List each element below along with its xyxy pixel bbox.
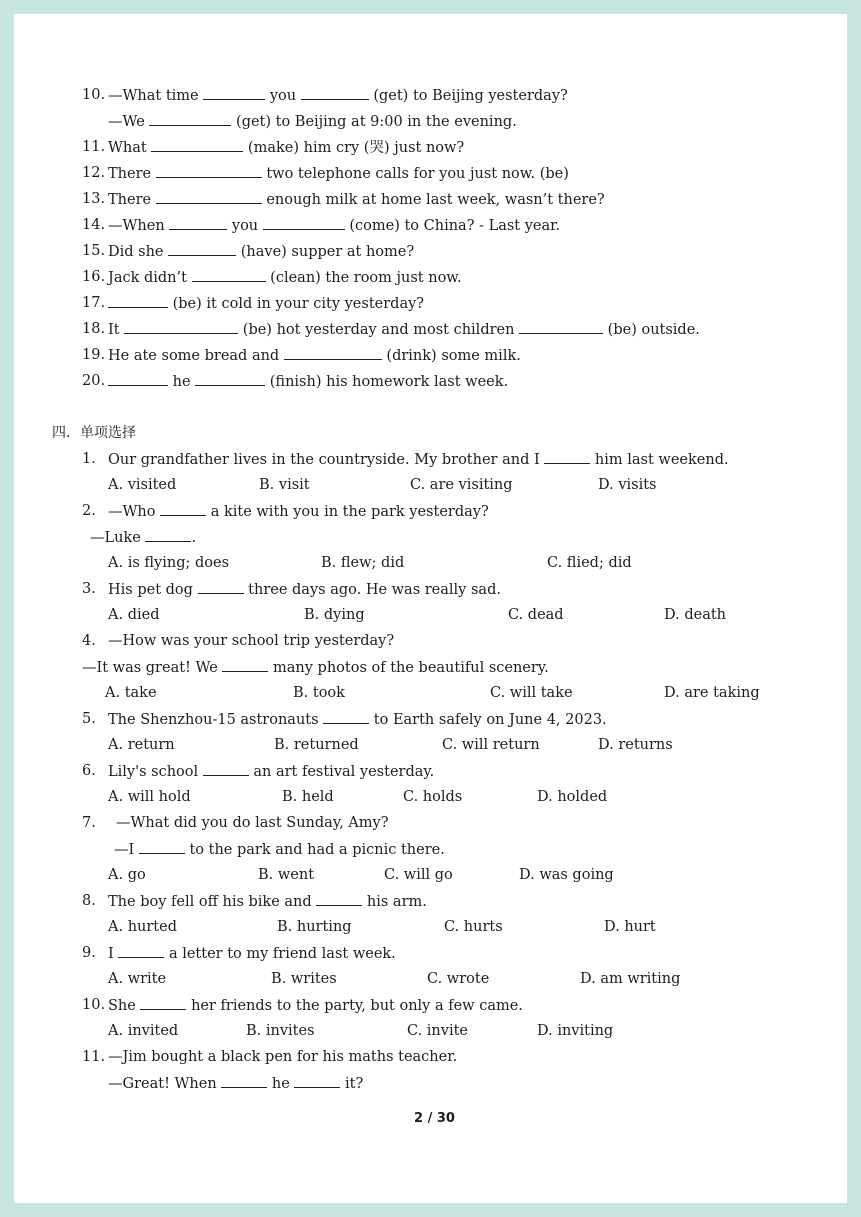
answer-option[interactable]: A. will hold — [108, 789, 191, 805]
answer-option[interactable]: A. invited — [108, 1023, 179, 1039]
text-segment: —Who — [108, 504, 161, 520]
answer-option[interactable]: A. go — [108, 867, 146, 883]
text-segment: to the park and had a picnic there. — [184, 842, 445, 858]
question-number: 18. — [82, 321, 106, 337]
question-number: 3. — [82, 581, 96, 597]
question-number: 20. — [82, 373, 106, 389]
answer-option[interactable]: D. inviting — [537, 1023, 614, 1039]
answer-option[interactable]: C. will return — [442, 737, 540, 753]
worksheet-page — [14, 14, 847, 1203]
answer-dialogue-line — [90, 528, 196, 547]
text-segment: It — [108, 322, 125, 338]
answer-blank[interactable] — [301, 86, 369, 100]
text-segment: (be) hot yesterday and most children — [238, 322, 520, 338]
answer-option[interactable]: A. died — [108, 607, 160, 623]
text-segment: I — [108, 946, 119, 962]
text-segment: you — [227, 218, 263, 234]
question-number: 2. — [82, 503, 96, 519]
fill-in-question — [108, 346, 521, 365]
question-stem — [108, 632, 394, 650]
answer-option[interactable]: C. dead — [508, 607, 564, 623]
answer-blank[interactable] — [221, 1074, 267, 1088]
fill-in-question-continued — [108, 112, 517, 131]
answer-option[interactable]: D. are taking — [664, 685, 760, 701]
answer-option[interactable]: C. are visiting — [410, 477, 513, 493]
fill-in-question — [108, 190, 605, 209]
text-segment: an art festival yesterday. — [248, 764, 435, 780]
text-segment: —Jim bought a black pen for his maths teacher. — [108, 1049, 458, 1065]
question-stem — [108, 944, 396, 963]
fill-in-question — [108, 268, 462, 287]
question-number: 4. — [82, 633, 96, 649]
answer-dialogue-line — [82, 658, 549, 677]
answer-option[interactable]: B. hurting — [277, 919, 352, 935]
text-segment: (come) to China? - Last year. — [344, 218, 561, 234]
text-segment: —We — [108, 114, 150, 130]
answer-blank[interactable] — [108, 294, 168, 308]
answer-blank[interactable] — [139, 840, 185, 854]
answer-blank[interactable] — [108, 372, 168, 386]
answer-option[interactable]: B. dying — [304, 607, 365, 623]
text-segment: —How was your school trip yesterday? — [108, 633, 395, 649]
answer-blank[interactable] — [195, 372, 265, 386]
question-number: 1. — [82, 451, 96, 467]
text-segment: (get) to Beijing yesterday? — [368, 88, 568, 104]
answer-option[interactable]: B. held — [282, 789, 334, 805]
text-segment: her friends to the party, but only a few came. — [186, 998, 523, 1014]
answer-option[interactable]: C. will take — [490, 685, 573, 701]
text-segment: two telephone calls for you just now. (be) — [261, 166, 569, 182]
answer-option[interactable]: B. went — [258, 867, 315, 883]
question-number: 11. — [82, 139, 106, 155]
answer-blank[interactable] — [323, 710, 369, 724]
fill-in-question — [108, 138, 464, 157]
question-number: 13. — [82, 191, 106, 207]
answer-blank[interactable] — [192, 268, 266, 282]
text-segment: —Luke — [90, 530, 146, 546]
answer-blank[interactable] — [151, 138, 243, 152]
answer-option[interactable]: B. invites — [246, 1023, 315, 1039]
answer-blank[interactable] — [284, 346, 382, 360]
answer-option[interactable]: D. returns — [598, 737, 673, 753]
text-segment: What — [108, 140, 152, 156]
answer-option[interactable]: C. wrote — [427, 971, 490, 987]
text-segment: The Shenzhou-15 astronauts — [108, 712, 324, 728]
answer-option[interactable]: C. flied; did — [547, 555, 632, 571]
text-segment: (be) outside. — [603, 322, 700, 338]
question-stem — [108, 1048, 457, 1066]
answer-blank[interactable] — [118, 944, 164, 958]
fill-in-question — [108, 372, 508, 391]
text-segment: There — [108, 166, 156, 182]
answer-option[interactable]: D. holded — [537, 789, 608, 805]
text-segment: (have) supper at home? — [236, 244, 415, 260]
question-stem — [108, 892, 427, 911]
text-segment: Lily's school — [108, 764, 203, 780]
question-number: 16. — [82, 269, 106, 285]
answer-option[interactable]: C. holds — [403, 789, 463, 805]
answer-option[interactable]: D. hurt — [604, 919, 656, 935]
question-number: 10. — [82, 997, 106, 1013]
answer-blank[interactable] — [124, 320, 238, 334]
text-segment: Jack didn’t — [108, 270, 192, 286]
answer-blank[interactable] — [203, 762, 249, 776]
text-segment: —What did you do last Sunday, Amy? — [116, 815, 389, 831]
answer-option[interactable]: B. visit — [259, 477, 310, 493]
text-segment: She — [108, 998, 141, 1014]
answer-blank[interactable] — [169, 216, 227, 230]
question-number: 8. — [82, 893, 96, 909]
question-number: 6. — [82, 763, 96, 779]
fill-in-question — [108, 86, 568, 105]
answer-blank[interactable] — [149, 112, 231, 126]
text-segment: you — [265, 88, 301, 104]
answer-option[interactable]: A. visited — [108, 477, 177, 493]
answer-option[interactable]: A. write — [108, 971, 167, 987]
text-segment: three days ago. He was really sad. — [243, 582, 501, 598]
answer-blank[interactable] — [203, 86, 265, 100]
text-segment: (clean) the room just now. — [265, 270, 462, 286]
answer-option[interactable]: A. is flying; does — [108, 555, 230, 571]
answer-option[interactable]: D. visits — [598, 477, 657, 493]
question-stem — [108, 996, 523, 1015]
fill-in-question — [108, 216, 560, 235]
page-number: 2 / 30 — [414, 1111, 455, 1126]
answer-option[interactable]: B. took — [293, 685, 345, 701]
answer-dialogue-line — [114, 840, 445, 859]
text-segment: he — [168, 374, 196, 390]
answer-blank[interactable] — [140, 996, 186, 1010]
text-segment: to Earth safely on June 4, 2023. — [369, 712, 607, 728]
text-segment: —When — [108, 218, 170, 234]
text-segment: his arm. — [362, 894, 427, 910]
text-segment: He ate some bread and — [108, 348, 284, 364]
text-segment: Did she — [108, 244, 169, 260]
answer-blank[interactable] — [294, 1074, 340, 1088]
text-segment: (finish) his homework last week. — [265, 374, 509, 390]
text-segment: (drink) some milk. — [381, 348, 521, 364]
text-segment: a kite with you in the park yesterday? — [206, 504, 489, 520]
answer-blank[interactable] — [519, 320, 603, 334]
question-number: 11. — [82, 1049, 106, 1065]
text-segment: Our grandfather lives in the countryside. My brother and I — [108, 452, 545, 468]
text-segment: (be) it cold in your city yesterday? — [168, 296, 425, 312]
fill-in-question — [108, 242, 414, 261]
text-segment: it? — [340, 1076, 364, 1092]
question-stem — [108, 502, 489, 521]
answer-blank[interactable] — [145, 528, 191, 542]
text-segment: enough milk at home last week, wasn’t there? — [261, 192, 605, 208]
question-number: 14. — [82, 217, 106, 233]
answer-option[interactable]: C. will go — [384, 867, 453, 883]
answer-blank[interactable] — [198, 580, 244, 594]
text-segment: him last weekend. — [590, 452, 729, 468]
answer-option[interactable]: B. writes — [271, 971, 337, 987]
text-segment: many photos of the beautiful scenery. — [268, 660, 549, 676]
answer-option[interactable]: D. was going — [519, 867, 614, 883]
answer-option[interactable]: D. am writing — [580, 971, 681, 987]
question-number: 10. — [82, 87, 106, 103]
answer-option[interactable]: C. invite — [407, 1023, 469, 1039]
fill-in-question — [108, 320, 700, 339]
answer-blank[interactable] — [156, 164, 262, 178]
question-number: 17. — [82, 295, 106, 311]
text-segment: —It was great! We — [82, 660, 223, 676]
question-number: 15. — [82, 243, 106, 259]
question-stem — [108, 762, 434, 781]
answer-blank[interactable] — [168, 242, 236, 256]
answer-option[interactable]: B. flew; did — [321, 555, 405, 571]
answer-option[interactable]: C. hurts — [444, 919, 503, 935]
fill-in-question — [108, 164, 569, 183]
text-segment: —Great! When — [108, 1076, 222, 1092]
answer-blank[interactable] — [156, 190, 262, 204]
answer-option[interactable]: D. death — [664, 607, 727, 623]
text-segment: (get) to Beijing at 9:00 in the evening. — [231, 114, 517, 130]
question-number: 12. — [82, 165, 106, 181]
section-title: 四．单项选择 — [52, 425, 136, 441]
answer-blank[interactable] — [160, 502, 206, 516]
answer-blank[interactable] — [544, 450, 590, 464]
answer-option[interactable]: B. returned — [274, 737, 359, 753]
text-segment: —What time — [108, 88, 204, 104]
question-number: 9. — [82, 945, 96, 961]
question-stem — [116, 814, 389, 832]
question-stem — [108, 580, 501, 599]
text-segment: There — [108, 192, 156, 208]
text-segment: a letter to my friend last week. — [164, 946, 396, 962]
answer-option[interactable]: A. return — [108, 737, 175, 753]
question-number: 19. — [82, 347, 106, 363]
question-number: 5. — [82, 711, 96, 727]
answer-option[interactable]: A. hurted — [108, 919, 177, 935]
text-segment: The boy fell off his bike and — [108, 894, 317, 910]
question-stem — [108, 450, 729, 469]
text-segment: he — [267, 1076, 295, 1092]
text-segment: —I — [114, 842, 139, 858]
answer-dialogue-line — [108, 1074, 363, 1093]
question-stem — [108, 710, 607, 729]
answer-blank[interactable] — [222, 658, 268, 672]
fill-in-question — [108, 294, 424, 313]
text-segment: His pet dog — [108, 582, 198, 598]
question-number: 7. — [82, 815, 96, 831]
answer-option[interactable]: A. take — [105, 685, 157, 701]
text-segment: (make) him cry (哭) just now? — [243, 140, 465, 156]
answer-blank[interactable] — [316, 892, 362, 906]
answer-blank[interactable] — [263, 216, 345, 230]
text-segment: . — [191, 530, 197, 546]
